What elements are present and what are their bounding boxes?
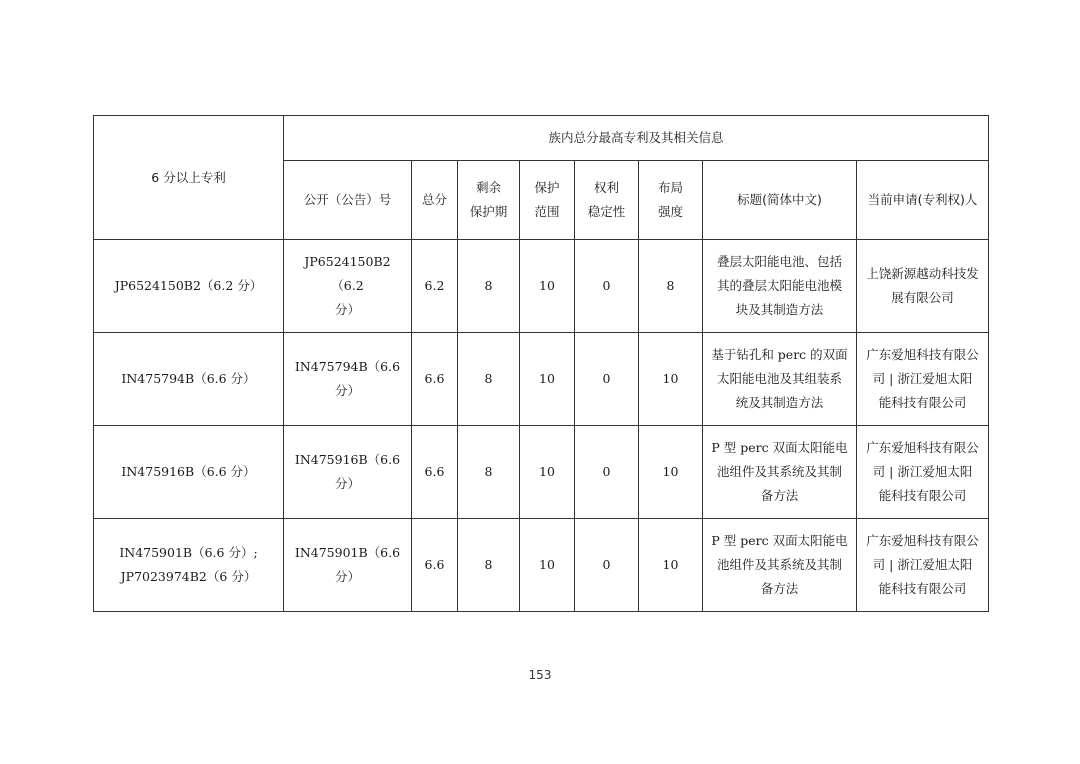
cell-patent-line: JP7023974B2（6 分） xyxy=(120,569,257,584)
cell-applicant-line: 司 | 浙江爱旭太阳 xyxy=(872,464,973,479)
col-header-layout-line2: 强度 xyxy=(657,204,683,219)
cell-title-line: 块及其制造方法 xyxy=(735,302,824,317)
cell-applicant-line: 广东爱旭科技有限公 xyxy=(866,533,979,548)
col-header-remaining-line2: 保护期 xyxy=(469,204,508,219)
cell-applicant-line: 上饶新源越动科技发 xyxy=(866,266,979,281)
col-header-stability xyxy=(575,161,639,240)
cell-patent xyxy=(94,333,284,426)
cell-applicant-line: 司 | 浙江爱旭太阳 xyxy=(872,557,973,572)
cell-pub-no-line: JP6524150B2（6.2 xyxy=(304,254,391,293)
cell-scope: 10 xyxy=(520,333,575,426)
cell-pub-no xyxy=(284,240,412,333)
cell-title-line: 备方法 xyxy=(760,488,799,503)
cell-title-line: 池组件及其系统及其制 xyxy=(716,464,842,479)
col-header-layout xyxy=(639,161,703,240)
cell-title-line: 太阳能电池及其组装系 xyxy=(716,371,842,386)
cell-scope: 10 xyxy=(520,426,575,519)
cell-pub-no-line: 分） xyxy=(334,383,360,398)
cell-remaining: 8 xyxy=(458,333,520,426)
cell-remaining: 8 xyxy=(458,240,520,333)
cell-title-line: 叠层太阳能电池、包括 xyxy=(716,254,842,269)
cell-applicant-line: 展有限公司 xyxy=(891,290,954,305)
cell-applicant-line: 广东爱旭科技有限公 xyxy=(866,347,979,362)
cell-layout: 10 xyxy=(639,333,703,426)
cell-patent-line: IN475901B（6.6 分）; xyxy=(119,545,258,560)
cell-pub-no-line: IN475916B（6.6 xyxy=(294,452,401,467)
cell-total: 6.6 xyxy=(412,333,458,426)
cell-pub-no-line: 分） xyxy=(334,302,360,317)
cell-title-line: P 型 perc 双面太阳能电 xyxy=(711,533,848,548)
cell-applicant xyxy=(857,333,989,426)
cell-title-line: 基于钻孔和 perc 的双面 xyxy=(711,347,848,362)
cell-applicant xyxy=(857,240,989,333)
cell-applicant-line: 能科技有限公司 xyxy=(878,395,967,410)
cell-patent xyxy=(94,519,284,612)
cell-stability: 0 xyxy=(575,240,639,333)
col-header-scope-line1: 保护 xyxy=(534,180,560,195)
cell-title xyxy=(703,333,857,426)
col-header-total: 总分 xyxy=(412,161,458,240)
group-header: 族内总分最高专利及其相关信息 xyxy=(284,116,989,161)
cell-title xyxy=(703,519,857,612)
cell-applicant-line: 能科技有限公司 xyxy=(878,581,967,596)
cell-stability: 0 xyxy=(575,426,639,519)
cell-total: 6.2 xyxy=(412,240,458,333)
cell-title-line: 其的叠层太阳能电池模 xyxy=(716,278,842,293)
col-header-stability-line1: 权利 xyxy=(593,180,619,195)
table-row xyxy=(94,333,989,426)
cell-stability: 0 xyxy=(575,333,639,426)
col-header-scope xyxy=(520,161,575,240)
col-header-remaining-line1: 剩余 xyxy=(475,180,501,195)
cell-patent-line: JP6524150B2（6.2 分） xyxy=(114,278,263,293)
table-row xyxy=(94,240,989,333)
col-header-pub-no: 公开（公告）号 xyxy=(284,161,412,240)
cell-remaining: 8 xyxy=(458,426,520,519)
cell-layout: 8 xyxy=(639,240,703,333)
cell-pub-no xyxy=(284,426,412,519)
cell-pub-no-line: 分） xyxy=(334,476,360,491)
cell-applicant xyxy=(857,426,989,519)
page-number: 153 xyxy=(528,668,552,682)
cell-title-line: 统及其制造方法 xyxy=(735,395,824,410)
cell-scope: 10 xyxy=(520,240,575,333)
cell-applicant-line: 司 | 浙江爱旭太阳 xyxy=(872,371,973,386)
cell-pub-no-line: IN475794B（6.6 xyxy=(294,359,401,374)
cell-total: 6.6 xyxy=(412,426,458,519)
cell-title-line: P 型 perc 双面太阳能电 xyxy=(711,440,848,455)
col-header-title: 标题(简体中文) xyxy=(703,161,857,240)
cell-title xyxy=(703,240,857,333)
cell-patent xyxy=(94,240,284,333)
col-header-scope-line2: 范围 xyxy=(534,204,560,219)
col-header-applicant: 当前申请(专利权)人 xyxy=(857,161,989,240)
cell-stability: 0 xyxy=(575,519,639,612)
cell-applicant-line: 能科技有限公司 xyxy=(878,488,967,503)
patent-table xyxy=(93,115,989,612)
cell-title-line: 备方法 xyxy=(760,581,799,596)
cell-pub-no xyxy=(284,333,412,426)
cell-applicant xyxy=(857,519,989,612)
cell-remaining: 8 xyxy=(458,519,520,612)
cell-title-line: 池组件及其系统及其制 xyxy=(716,557,842,572)
cell-layout: 10 xyxy=(639,519,703,612)
cell-patent xyxy=(94,426,284,519)
col-header-layout-line1: 布局 xyxy=(657,180,683,195)
left-header: 6 分以上专利 xyxy=(94,116,284,240)
table-row xyxy=(94,519,989,612)
cell-total: 6.6 xyxy=(412,519,458,612)
cell-patent-line: IN475794B（6.6 分） xyxy=(121,371,256,386)
cell-patent-line: IN475916B（6.6 分） xyxy=(121,464,256,479)
cell-title xyxy=(703,426,857,519)
col-header-stability-line2: 稳定性 xyxy=(587,204,626,219)
cell-scope: 10 xyxy=(520,519,575,612)
cell-pub-no-line: 分） xyxy=(334,569,360,584)
cell-applicant-line: 广东爱旭科技有限公 xyxy=(866,440,979,455)
cell-pub-no xyxy=(284,519,412,612)
cell-pub-no-line: IN475901B（6.6 xyxy=(294,545,401,560)
col-header-remaining xyxy=(458,161,520,240)
table-row xyxy=(94,426,989,519)
cell-layout: 10 xyxy=(639,426,703,519)
